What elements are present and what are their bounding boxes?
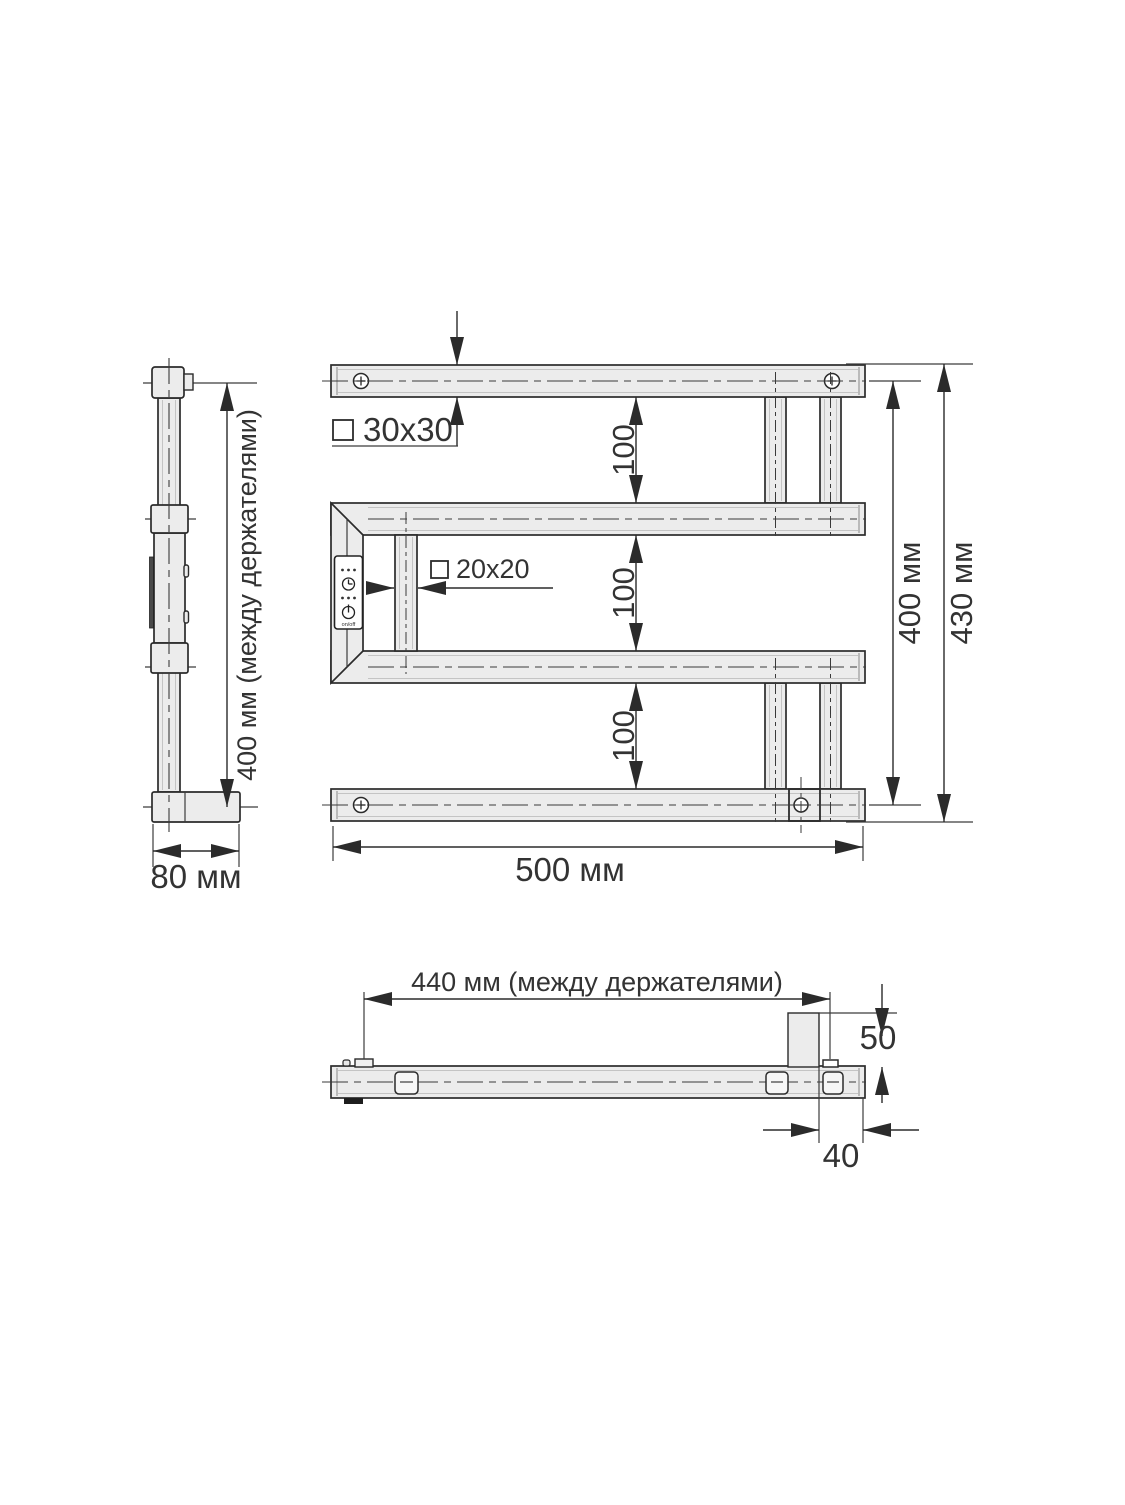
dim-gap-middle: [606, 535, 641, 651]
side-button-bump: [184, 611, 189, 623]
side-control-panel-edge: [150, 557, 154, 628]
risers: [765, 397, 841, 789]
side-view: [143, 358, 262, 895]
side-top-bracket: [152, 367, 184, 398]
dim-gap-bottom: [606, 683, 641, 789]
side-button-bump: [184, 565, 189, 577]
control-panel: [335, 556, 363, 629]
dim-height-between-mounts: [869, 381, 927, 805]
dim-bottom-holders-label: 440 мм (между держателями): [411, 967, 783, 997]
dim-gap-bottom-label: 100: [606, 710, 641, 762]
rail-socket: [395, 1072, 418, 1094]
dim-gap-top-label: 100: [606, 424, 641, 476]
dim-height-overall-label: 430 мм: [944, 541, 979, 645]
bottom-view: [322, 967, 919, 1174]
dim-gap-top: [606, 397, 641, 503]
holder-stub-right: [823, 1060, 838, 1067]
wall-bracket: [788, 1013, 819, 1067]
dim-width-overall: [333, 826, 863, 888]
dim-side-holders-label: 400 мм (между держателями): [232, 409, 262, 781]
dim-rail-profile-label: 20x20: [456, 554, 530, 584]
square-profile-icon: [431, 561, 448, 578]
dim-height-mounts-label: 400 мм: [892, 541, 927, 645]
holder-stub-left: [355, 1059, 373, 1067]
dim-width-overall-label: 500 мм: [515, 851, 625, 888]
panel-underside: [344, 1098, 363, 1104]
square-profile-icon: [333, 420, 353, 440]
side-top-bracket-tab: [184, 374, 193, 390]
dots-icon: [341, 597, 356, 600]
dim-bottom-between-holders: [364, 967, 830, 1059]
dim-gap-middle-label: 100: [606, 567, 641, 619]
dim-mount-depth-label: 50: [859, 1019, 897, 1056]
dim-mount-inset-label: 40: [822, 1137, 860, 1174]
dim-side-between-holders: [227, 383, 262, 807]
front-view: [322, 311, 979, 888]
dots-icon: [341, 569, 356, 572]
dim-tube-profile-label: 30x30: [363, 411, 453, 448]
dim-side-depth: [150, 824, 241, 895]
rail-socket: [766, 1072, 788, 1094]
dim-side-depth-label: 80 мм: [150, 858, 242, 895]
panel-onoff-label: on/off: [341, 622, 356, 628]
rail-socket: [823, 1072, 843, 1094]
screw-bump: [343, 1060, 350, 1066]
